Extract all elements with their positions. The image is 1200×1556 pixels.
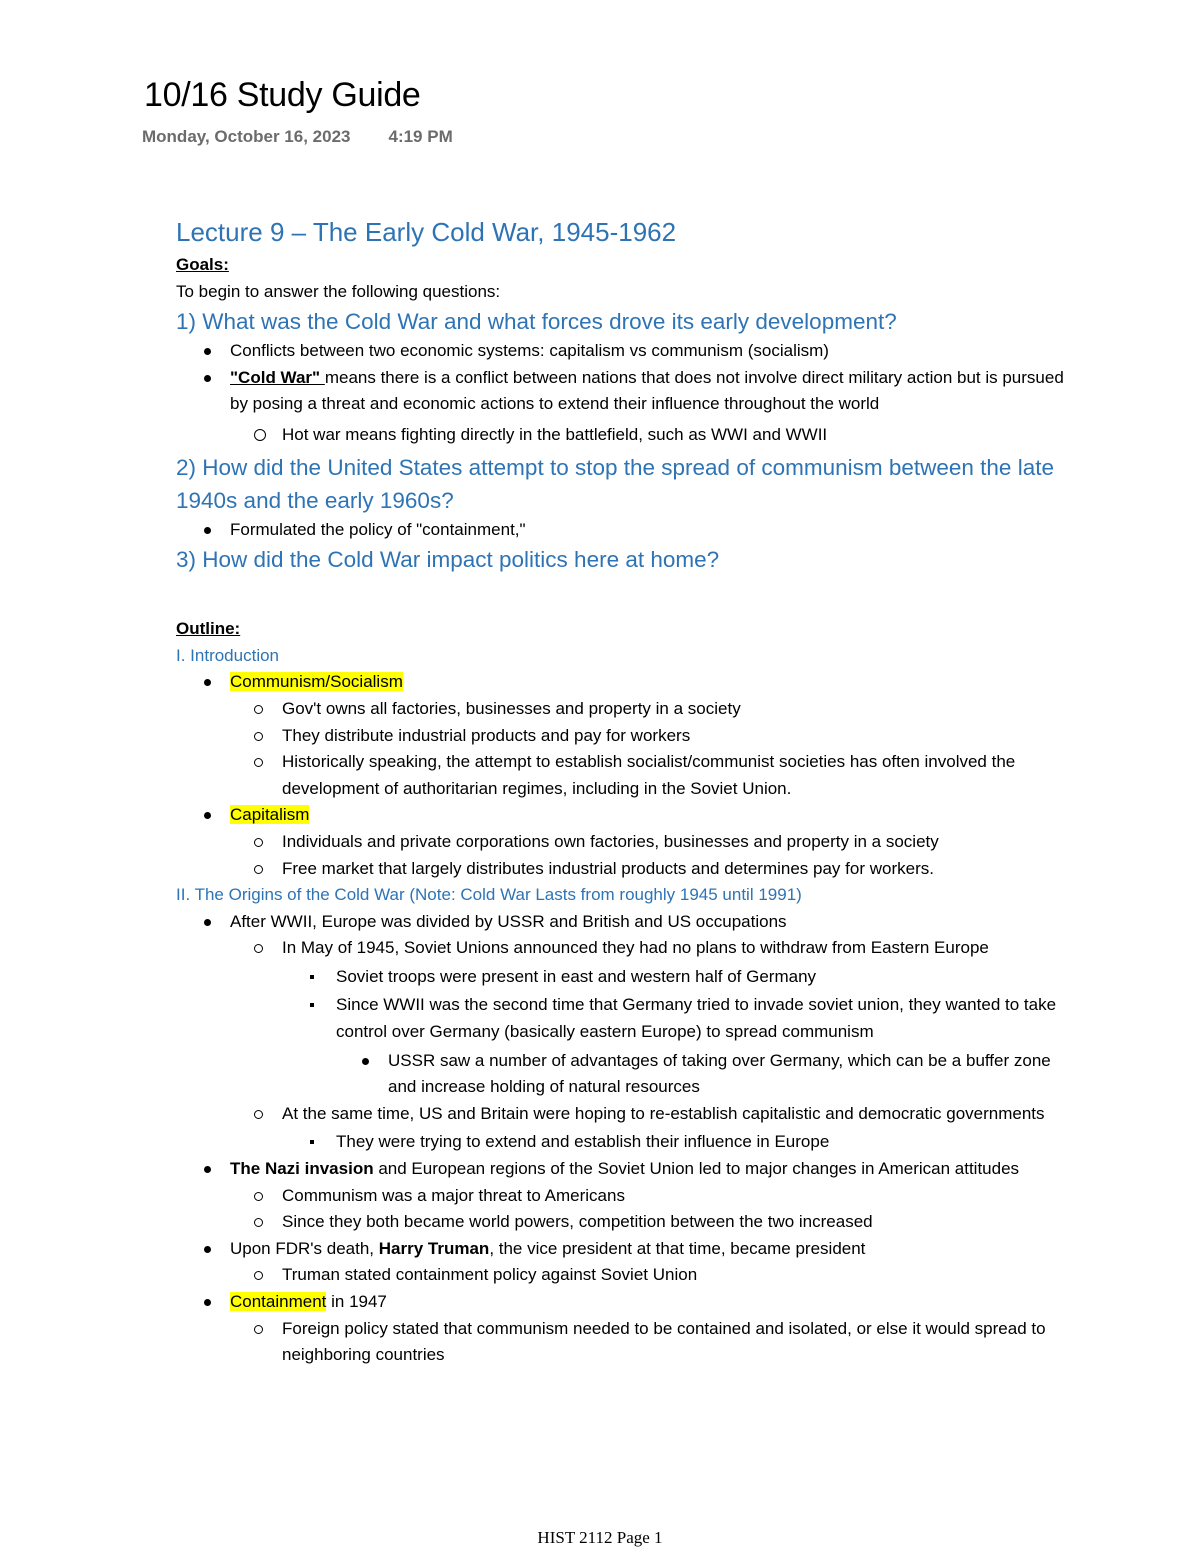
introduction-list bbox=[176, 669, 1076, 882]
list-item bbox=[176, 1289, 1076, 1316]
nazi-invasion-term: The Nazi invasion bbox=[230, 1159, 374, 1179]
list-item: Formulated the policy of "containment," bbox=[176, 517, 1076, 544]
list-item bbox=[176, 802, 1076, 829]
list-item: Since WWII was the second time that Germany tried to invade soviet union, they wanted to take control over Germany (basically eastern Europe) to spread communism bbox=[176, 992, 1076, 1045]
list-item: Soviet troops were present in east and western half of Germany bbox=[176, 964, 1076, 991]
nazi-invasion-text: and European regions of the Soviet Union led to major changes in American attitudes bbox=[373, 1159, 1020, 1179]
date-text: Monday, October 16, 2023 bbox=[142, 127, 351, 146]
goals-heading: Goals: bbox=[176, 255, 229, 274]
list-item: Individuals and private corporations own factories, businesses and property in a society bbox=[176, 829, 1076, 856]
highlight-capitalism: Capitalism bbox=[230, 805, 310, 825]
list-item: They were trying to extend and establish their influence in Europe bbox=[176, 1129, 1076, 1156]
cold-war-term: "Cold War" bbox=[230, 367, 325, 387]
goals-intro: To begin to answer the following questions: bbox=[176, 281, 501, 301]
question-2: 2) How did the United States attempt to stop the spread of communism between the late 1940s and the early 1960s? bbox=[176, 454, 1054, 513]
list-item: Conflicts between two economic systems: capitalism vs communism (socialism) bbox=[176, 338, 1076, 365]
page-title: 10/16 Study Guide bbox=[144, 76, 421, 114]
list-item: They distribute industrial products and pay for workers bbox=[176, 723, 1076, 750]
list-item bbox=[176, 365, 1076, 418]
time-text: 4:19 PM bbox=[388, 127, 453, 146]
section-origins: II. The Origins of the Cold War (Note: Cold War Lasts from roughly 1945 until 1991) bbox=[176, 885, 802, 905]
list-item: Gov't owns all factories, businesses and property in a society bbox=[176, 696, 1076, 723]
containment-year: in 1947 bbox=[326, 1292, 387, 1311]
dateline bbox=[142, 127, 453, 147]
section-introduction: I. Introduction bbox=[176, 645, 280, 665]
harry-truman-term: Harry Truman bbox=[378, 1238, 490, 1258]
truman-post: , the vice president at that time, became president bbox=[489, 1238, 866, 1258]
list-item: Communism was a major threat to Americans bbox=[176, 1183, 1076, 1210]
origins-list bbox=[176, 909, 1076, 1369]
highlight-communism: Communism/Socialism bbox=[230, 672, 403, 692]
list-item: Hot war means fighting directly in the battlefield, such as WWI and WWII bbox=[176, 422, 1076, 449]
list-item: Foreign policy stated that communism needed to be contained and isolated, or else it would spread to neighboring countries bbox=[176, 1316, 1076, 1369]
question-3: 3) How did the Cold War impact politics here at home? bbox=[176, 547, 720, 573]
list-item: At the same time, US and Britain were hoping to re-establish capitalistic and democratic governments bbox=[176, 1101, 1076, 1128]
truman-pre: Upon FDR's death, bbox=[230, 1238, 379, 1258]
list-item bbox=[176, 1156, 1076, 1183]
highlight-containment: Containment bbox=[230, 1292, 327, 1311]
lecture-title: Lecture 9 – The Early Cold War, 1945-1962 bbox=[176, 217, 677, 247]
list-item: Free market that largely distributes industrial products and determines pay for workers. bbox=[176, 856, 1076, 883]
page-footer: HIST 2112 Page 1 bbox=[537, 1528, 663, 1547]
question-2-list bbox=[176, 517, 1076, 544]
list-item: Truman stated containment policy against Soviet Union bbox=[176, 1262, 1076, 1289]
cold-war-definition: means there is a conflict between nations that does not involve direct military action but is pursued by posing a threat and economic actions to extend their influence throughout the world bbox=[230, 367, 1064, 414]
list-item: Since they both became world powers, competition between the two increased bbox=[176, 1209, 1076, 1236]
list-item: After WWII, Europe was divided by USSR and British and US occupations bbox=[176, 909, 1076, 936]
note-body bbox=[176, 214, 1076, 1369]
list-item: In May of 1945, Soviet Unions announced they had no plans to withdraw from Eastern Europe bbox=[176, 935, 1076, 962]
list-item bbox=[176, 669, 1076, 696]
list-item: USSR saw a number of advantages of taking over Germany, which can be a buffer zone and increase holding of natural resources bbox=[176, 1048, 1076, 1101]
list-item bbox=[176, 1236, 1076, 1263]
question-1: 1) What was the Cold War and what forces drove its early development? bbox=[176, 309, 897, 335]
outline-heading: Outline: bbox=[176, 619, 241, 639]
question-1-list bbox=[176, 338, 1076, 448]
list-item: Historically speaking, the attempt to establish socialist/communist societies has often involved the development of authoritarian regimes, including in the Soviet Union. bbox=[176, 749, 1076, 802]
